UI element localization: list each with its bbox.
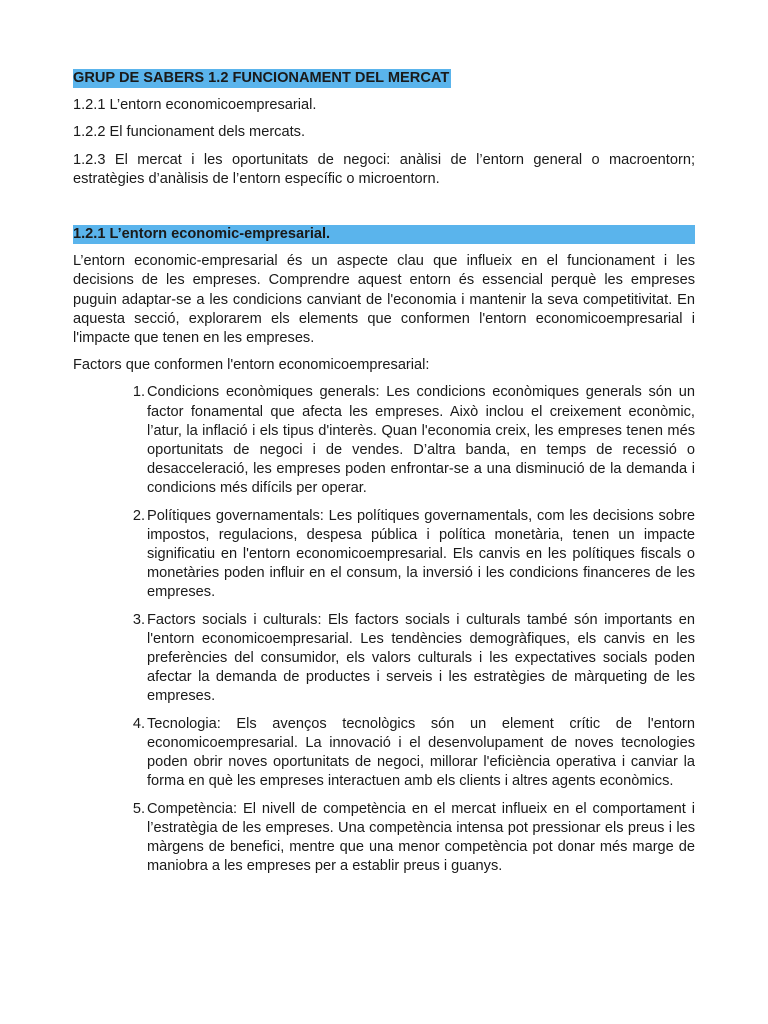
- list-item-number: 1.: [132, 384, 145, 401]
- list-item-text: Polítiques governamentals: Les polítiques governamentals, com les decisions sobre impostos, regulacions, despesa pública i política monetària, tenen un impacte significatiu en l'entorn economicoempresarial. Els canvis en les polítiques fiscals o monetàries poden influir en el consum, la inversió i les condicions financeres de les empreses.: [147, 507, 695, 601]
- toc-item-2: 1.2.2 El funcionament dels mercats.: [73, 124, 305, 141]
- list-item-number: 3.: [132, 611, 145, 628]
- toc-item-3: 1.2.3 El mercat i les oportunitats de negoci: anàlisi de l’entorn general o macroentorn; estratègies d’anàlisis de l’entorn específic o microentorn.: [73, 151, 695, 187]
- list-item-text: Tecnologia: Els avenços tecnològics són un element crític de l'entorn economicoempresarial. La innovació i el desenvolupament de noves tecnologies poden obrir noves oportunitats de negoci, millorar l'eficiència operativa i canviar la forma en què les empreses interactuen amb els clients i altres agents econòmics.: [147, 715, 695, 790]
- list-item: [73, 507, 695, 603]
- factors-heading: Factors que conformen l'entorn economicoempresarial:: [73, 357, 430, 374]
- section-heading: 1.2.1 L’entorn economic-empresarial.: [73, 225, 695, 244]
- factors-list: [73, 383, 695, 876]
- list-item-number: 5.: [132, 800, 145, 817]
- document-title: GRUP DE SABERS 1.2 FUNCIONAMENT DEL MERCAT: [73, 69, 451, 88]
- list-item: [73, 383, 695, 498]
- list-item: [73, 800, 695, 877]
- document-page: [73, 69, 695, 884]
- toc-item-1: 1.2.1 L’entorn economicoempresarial.: [73, 97, 317, 114]
- list-item-text: Factors socials i culturals: Els factors socials i culturals també són importants en l'entorn economicoempresarial. Les tendències demogràfiques, els canvis en les preferències del consumidor, els valors culturals i les expectatives socials poden afectar la demanda de productes i serveis i les estratègies de màrqueting de les empreses.: [147, 611, 695, 705]
- list-item: [73, 611, 695, 707]
- list-item: [73, 715, 695, 792]
- section-heading-line: [73, 225, 695, 244]
- intro-paragraph: L’entorn economic-empresarial és un aspecte clau que influeix en el funcionament i les decisions de les empreses. Comprendre aquest entorn és essencial perquè les empreses puguin adaptar-se a les condicions canviant de l'economia i mantenir la seva competitivitat. En aquesta secció, explorarem els elements que conformen l'entorn economicoempresarial i l'impacte que tenen en les empreses.: [73, 253, 695, 347]
- list-item-number: 4.: [132, 715, 145, 732]
- list-item-text: Competència: El nivell de competència en el mercat influeix en el comportament i l’estratègia de les empreses. Una competència intensa pot pressionar els preus i les màrgens de benefici, mentre que una menor competència pot donar més marge de maniobra a les empreses per a establir preus i guanys.: [147, 800, 695, 875]
- list-item-number: 2.: [132, 507, 145, 524]
- document-title-line: [73, 69, 695, 88]
- list-item-text: Condicions econòmiques generals: Les condicions econòmiques generals són un factor fonamental que afecta les empreses. Això inclou el creixement econòmic, l’atur, la inflació i els tipus d'interès. Quan l'economia creix, les empreses tenen més oportunitats de negoci i de vendes. D’altra banda, en temps de recessió o desacceleració, les empreses poden enfrontar-se a una disminució de la demanda i condicions més difícils per operar.: [147, 384, 695, 497]
